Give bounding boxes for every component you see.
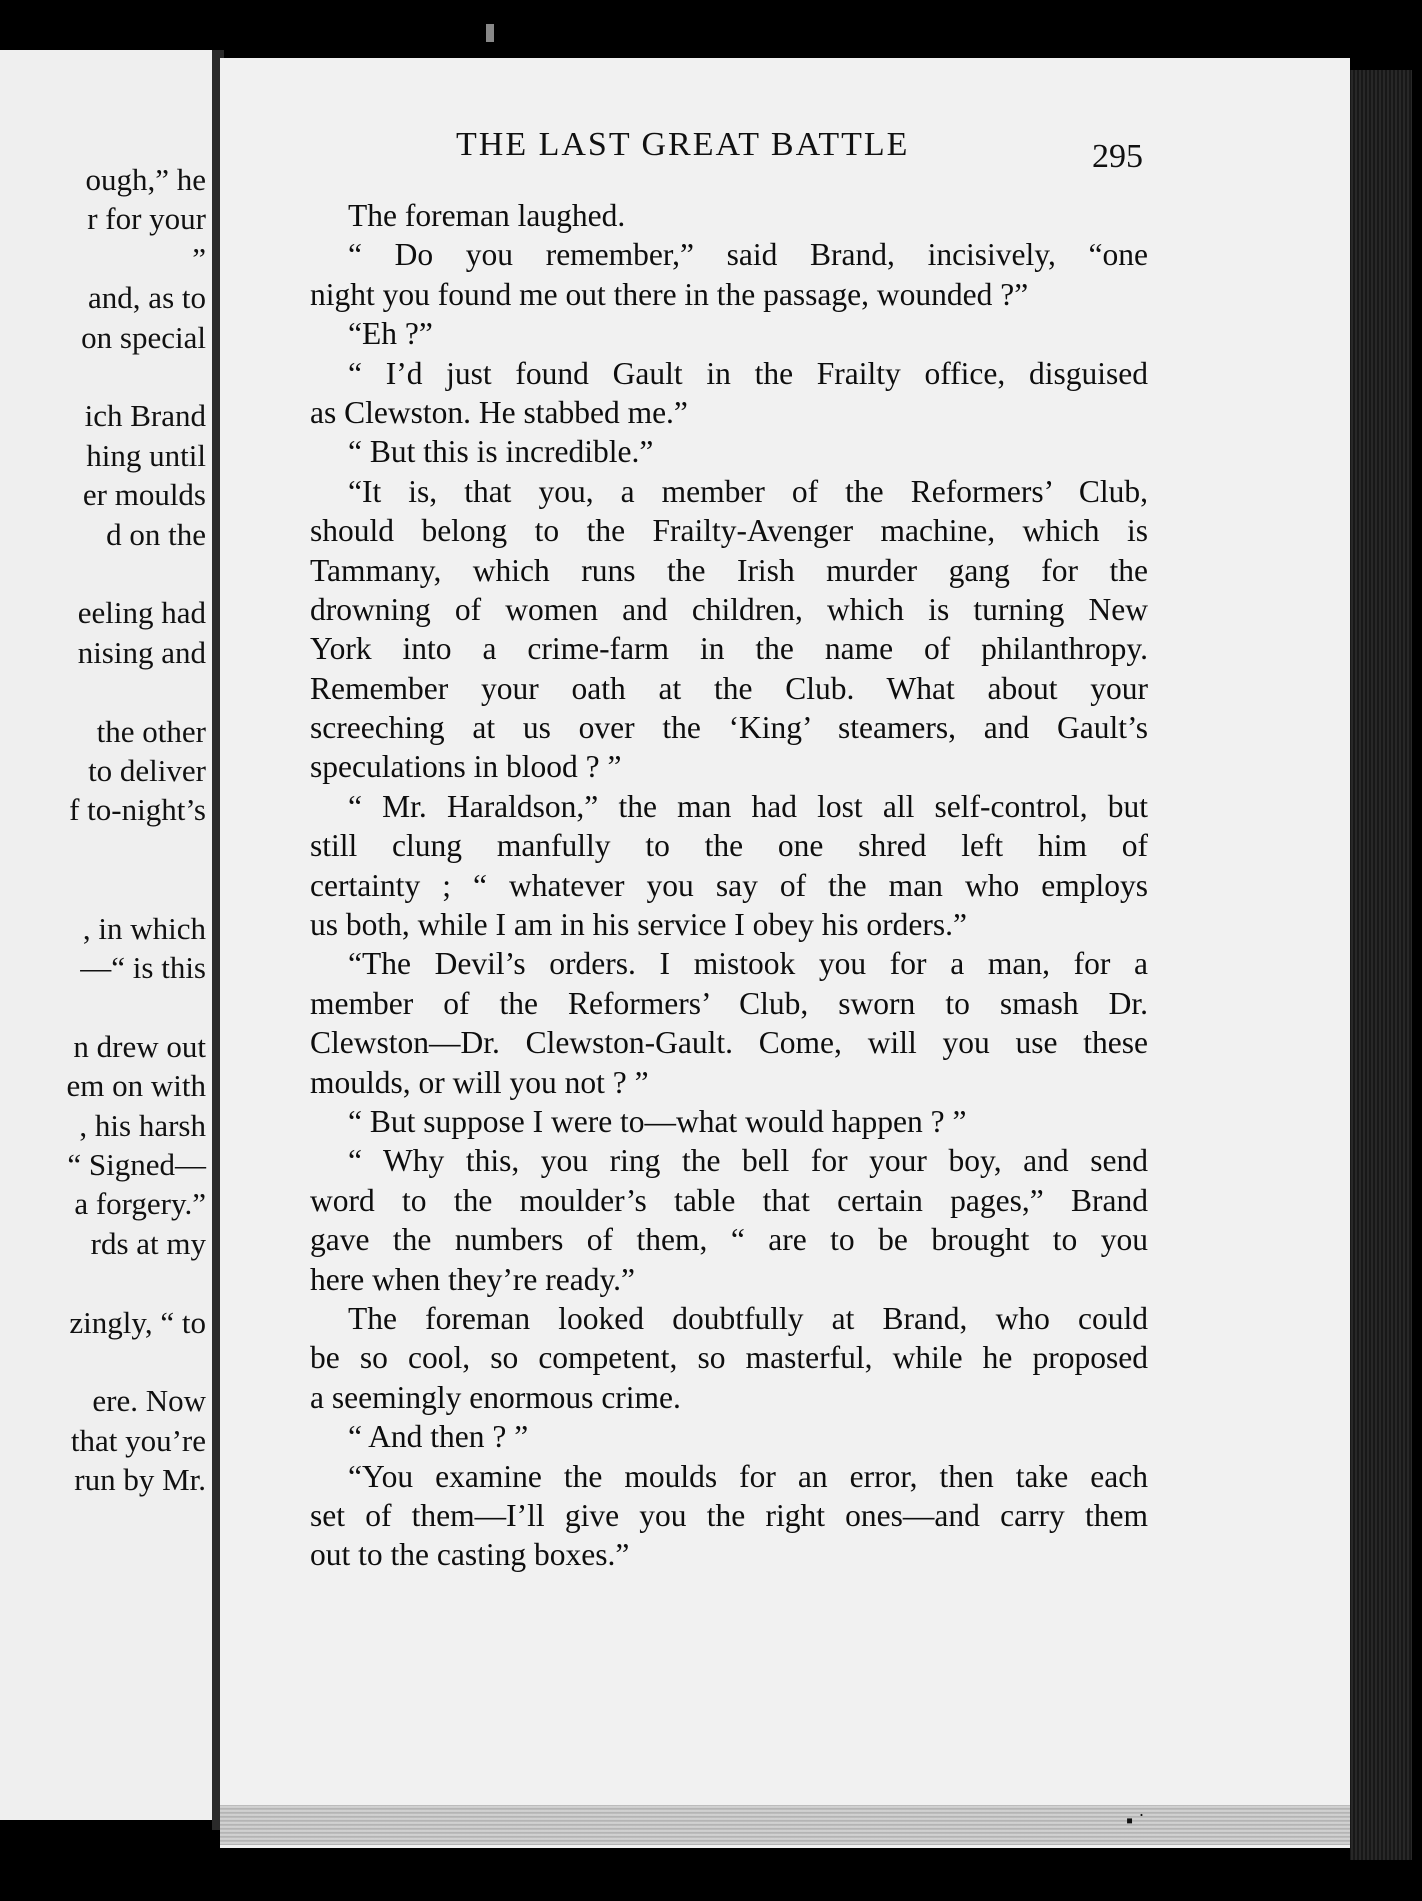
text-line: The foreman looked doubtfully at Brand, who could — [348, 1300, 1148, 1336]
text-line: word to the moulder’s table that certain pages,” Brand — [310, 1182, 1148, 1218]
facing-text-line: n drew out — [73, 1028, 206, 1064]
text-line: set of them—I’ll give you the right ones—and carry them — [310, 1497, 1148, 1533]
print-specks: ▪ ˙ — [1126, 1810, 1145, 1832]
text-line: “ And then ? ” — [348, 1419, 529, 1455]
text-line: a seemingly enormous crime. — [310, 1379, 681, 1415]
facing-text-line: , in which — [82, 910, 206, 946]
facing-text-line: ” — [192, 240, 206, 276]
facing-text-line: r for your — [87, 201, 206, 237]
facing-text-line: and, as to — [88, 280, 206, 316]
facing-text-line: d on the — [106, 516, 206, 552]
text-line: as Clewston. He stabbed me.” — [310, 394, 688, 430]
text-line: should belong to the Frailty-Avenger machine, which is — [310, 513, 1148, 549]
text-line: Clewston—Dr. Clewston-Gault. Come, will you use these — [310, 1025, 1148, 1061]
facing-text-line: on special — [81, 319, 206, 355]
facing-text-line: ich Brand — [84, 398, 206, 434]
text-line: “You examine the moulds for an error, then take each — [348, 1458, 1148, 1494]
facing-text-line: em on with — [66, 1068, 206, 1104]
facing-text-line: the other — [96, 713, 206, 749]
facing-text-line: to deliver — [88, 753, 206, 788]
facing-text-line: , his harsh — [79, 1107, 206, 1143]
facing-text-line: that you’re — [70, 1422, 206, 1458]
page-bottom-edge — [220, 1805, 1350, 1845]
text-line: be so cool, so competent, so masterful, while he proposed — [310, 1340, 1148, 1376]
facing-text-line: ough,” he — [85, 162, 206, 197]
facing-text-line: f to-night’s — [69, 792, 206, 828]
page-fore-edge — [1350, 70, 1412, 1860]
text-line: member of the Reformers’ Club, sworn to smash Dr. — [310, 985, 1148, 1021]
text-line: speculations in blood ? ” — [310, 749, 622, 785]
text-line: “ But suppose I were to—what would happen ? ” — [348, 1103, 967, 1139]
text-line: night you found me out there in the passage, wounded ?” — [310, 276, 1029, 312]
facing-page — [0, 50, 220, 1820]
text-line: “ Why this, you ring the bell for your boy, and send — [348, 1143, 1148, 1179]
text-line: still clung manfully to the one shred left him of — [310, 828, 1148, 864]
text-line: “ I’d just found Gault in the Frailty office, disguised — [348, 355, 1148, 391]
text-line: screeching at us over the ‘King’ steamers, and Gault’s — [310, 710, 1148, 746]
scan-mark — [486, 24, 494, 42]
text-line: gave the numbers of them, “ are to be brought to you — [310, 1222, 1148, 1258]
facing-text-line: —“ is this — [80, 950, 206, 985]
facing-text-line: ere. Now — [92, 1383, 206, 1419]
text-line: York into a crime-farm in the name of philanthropy. — [310, 631, 1148, 667]
text-line: drowning of women and children, which is turning New — [310, 591, 1148, 627]
text-line: “Eh ?” — [348, 316, 433, 352]
text-line: “It is, that you, a member of the Reformers’ Club, — [348, 473, 1148, 509]
facing-text-line: er moulds — [82, 477, 206, 513]
text-line: out to the casting boxes.” — [310, 1537, 630, 1573]
facing-text-line: a forgery.” — [74, 1186, 206, 1222]
body-text — [310, 196, 1148, 1575]
facing-text-line: zingly, “ to — [69, 1304, 206, 1340]
facing-text-line: nising and — [77, 634, 206, 670]
facing-text-line: “ Signed— — [67, 1147, 206, 1182]
text-line: Tammany, which runs the Irish murder gang for the — [310, 552, 1148, 588]
text-line: “The Devil’s orders. I mistook you for a man, for a — [348, 946, 1148, 982]
page-number: 295 — [1092, 138, 1143, 175]
text-line: The foreman laughed. — [348, 198, 626, 233]
text-line: us both, while I am in his service I obey his orders.” — [310, 907, 967, 943]
text-line: Remember your oath at the Club. What about your — [310, 670, 1148, 706]
facing-text-line: hing until — [86, 437, 206, 473]
text-line: here when they’re ready.” — [310, 1261, 636, 1297]
text-line: “ Mr. Haraldson,” the man had lost all self-control, but — [348, 788, 1148, 824]
text-line: certainty ; “ whatever you say of the man who employs — [310, 867, 1148, 903]
text-line: moulds, or will you not ? ” — [310, 1064, 649, 1100]
facing-text-line: eeling had — [77, 595, 206, 631]
text-line: “ But this is incredible.” — [348, 434, 654, 470]
facing-text-line: rds at my — [90, 1225, 206, 1261]
text-line: “ Do you remember,” said Brand, incisively, “one — [348, 237, 1148, 273]
facing-text-line: run by Mr. — [74, 1462, 206, 1498]
running-head: THE LAST GREAT BATTLE — [456, 126, 910, 163]
